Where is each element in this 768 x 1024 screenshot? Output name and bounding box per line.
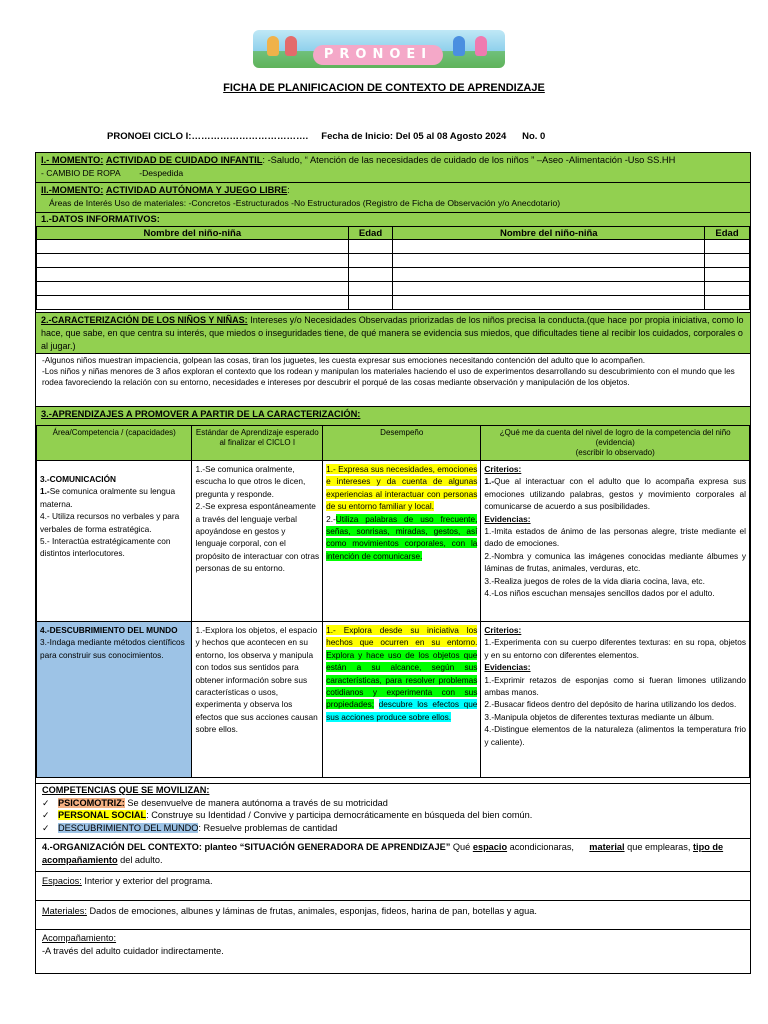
organization-space: espacio [472, 842, 508, 852]
evidence-item: 2.-Busacar fideos dentro del depósito de harina utilizando los dedos. [484, 699, 737, 710]
competency-text: : Resuelve problemas de cantidad [198, 822, 338, 833]
area-communication [37, 461, 192, 622]
checkmark-icon: ✓ [42, 797, 50, 808]
organization-text: acondicionaras, [507, 842, 590, 852]
table-row[interactable] [37, 240, 750, 254]
table-row [37, 461, 750, 622]
learning-table [36, 425, 750, 778]
context-organization [36, 838, 750, 871]
competency-text: Se desenvuelve de manera autónoma a través de su motricidad [124, 797, 388, 808]
evidence-item: 4.-Los niños escuchan mensajes sencillos dados por el adulto. [484, 588, 715, 599]
competencies-section [36, 783, 750, 834]
performance-item-num: 2.- [326, 513, 336, 524]
moment-2-section [36, 182, 750, 212]
header-evidence-sub: (escribir lo observado) [575, 448, 655, 457]
table-row [37, 622, 750, 778]
performance-discovery [323, 622, 481, 778]
moment-2-detail: Áreas de Interés Uso de materiales: -Concretos -Estructurados -No Estructurados (Registro de Ficha de Observación y/o Anecdotario) [49, 198, 561, 208]
header-performance: Desempeño [323, 426, 481, 461]
area-title: 4.-DESCUBRIMIENTO DEL MUNDO [40, 625, 178, 635]
area-title: 3.-COMUNICACIÓN [40, 474, 117, 484]
evidence-label: Evidencias: [484, 513, 531, 524]
characterization-observations [36, 353, 750, 405]
pronoei-logo-banner [253, 30, 505, 68]
area-item: 3.-Indaga mediante métodos científicos para construir sus conocimientos. [40, 637, 185, 660]
evidence-item: 2.-Nombra y comunica las imágenes conocidas mediante álbumes y láminas de frutas, animales, verduras, etc. [484, 550, 746, 574]
evidence-item: 3.-Realiza juegos de roles de la vida diaria cocina, lava, etc. [484, 575, 705, 586]
spaces-section [36, 871, 750, 900]
child-figure-icon [267, 36, 279, 56]
checkmark-icon: ✓ [42, 810, 50, 820]
children-names-table [36, 226, 750, 310]
informative-data-label: 1.-DATOS INFORMATIVOS: [36, 212, 750, 226]
area-item: Se comunica oralmente su lengua materna. [40, 486, 176, 509]
materials-section [36, 900, 750, 929]
evidence-communication [481, 461, 750, 622]
observation-1: -Algunos niños muestran impaciencia, golpean las cosas, tiran los juguetes, les cuesta expresar sus emociones necesitando contención del adulto que lo acompañen. [42, 356, 646, 365]
spaces-text: Interior y exterior del programa. [81, 876, 213, 886]
col-age-2: Edad [705, 227, 750, 240]
header-evidence-title: ¿Qué me da cuenta del nivel de logro de la competencia del niño (evidencia) [499, 428, 731, 447]
competency-tag-discovery: DESCUBRIMIENTO DEL MUNDO [58, 822, 199, 833]
learning-section-label [36, 406, 750, 425]
characterization-label: 2.-CARACTERIZACIÓN DE LOS NIÑOS Y NIÑAS: [41, 315, 248, 325]
child-figure-icon [453, 36, 465, 56]
moment-2-activity: ACTIVIDAD AUTÓNOMA Y JUEGO LIBRE [105, 185, 288, 195]
organization-text: Qué [450, 842, 473, 852]
organization-label: 4.-ORGANIZACIÓN DEL CONTEXTO: planteo “SITUACIÓN GENERADORA DE APRENDIZAJE” [42, 842, 451, 852]
document-title: FICHA DE PLANIFICACION DE CONTEXTO DE APRENDIZAJE [223, 82, 545, 94]
moment-1-detail: : -Saludo, “ Atención de las necesidades de cuidado de los niños ” –Aseo -Alimentación -Uso SS.HH [262, 155, 676, 165]
sheet-number: No. 0 [522, 131, 546, 142]
col-name-2: Nombre del niño-niña [393, 227, 705, 240]
moment-1-label: I.- MOMENTO: [41, 155, 104, 165]
performance-item: 1.- Expresa sus necesidades, emociones e intereses y da cuenta de algunas experiencias al interactuar con personas de su entorno familiar y local. [326, 464, 478, 512]
table-row[interactable] [37, 268, 750, 282]
evidence-item: 3.-Manipula objetos de diferentes texturas mediante un álbum. [484, 711, 715, 722]
criteria-label: Criterios: [484, 625, 522, 635]
col-age-1: Edad [348, 227, 393, 240]
criteria-item: Que al interactuar con el adulto que lo acompaña expresa sus emociones utilizando palabras, gestos y movimiento corporales al comunicarse de acuerdo a sus posibilidades. [484, 476, 746, 512]
pronoei-field: PRONOEI CICLO I:………………………………. [107, 131, 309, 142]
area-discovery [37, 622, 192, 778]
performance-communication [323, 461, 481, 622]
col-name-1: Nombre del niño-niña [37, 227, 349, 240]
organization-text: del adulto. [117, 854, 163, 865]
moment-1-activity: ACTIVIDAD DE CUIDADO INFANTIL [105, 155, 263, 165]
competencies-label: COMPETENCIAS QUE SE MOVILIZAN: [42, 785, 210, 795]
table-row[interactable] [37, 282, 750, 296]
area-item: 5.- Interactúa estratégicamente con distintos interlocutores. [40, 536, 171, 559]
evidence-discovery [481, 622, 750, 778]
materials-text: Dados de emociones, albunes y láminas de frutas, animales, esponjas, fideos, harina de pan, botellas y agua. [86, 906, 537, 916]
header-evidence [481, 426, 750, 461]
evidence-item: 1.-Imita estados de ánimo de las personas alegre, triste mediante el dado de emociones. [484, 526, 746, 549]
header-info-line [107, 131, 545, 142]
evidence-item: 1.-Exprimir retazos de esponjas como si fueran limones utilizando ambas manos. [484, 674, 746, 698]
competency-tag-social: PERSONAL SOCIAL [58, 810, 147, 820]
performance-item: descubre los efectos que sus acciones produce sobre ellos. [326, 699, 478, 722]
area-item-num: 1.- [40, 486, 50, 497]
child-figure-icon [285, 36, 297, 56]
moment-1-line2-end: espedida [148, 168, 184, 178]
learning-label: 3.-APRENDIZAJES A PROMOVER A PARTIR DE LA CARACTERIZACIÓN: [41, 409, 361, 419]
standard-communication: 1.-Se comunica oralmente, escucha lo que otros le dicen, pregunta y responde. 2.-Se expresa espontáneamente a través del lenguaje verbal apoyándose en gestos y lenguaje corporal, con el propósito de interactuar con otras personas de su entorno. [192, 461, 323, 622]
moment-1-line2: - CAMBIO DE ROPA -D [41, 168, 149, 178]
competency-text: : Construye su Identidad / Convive y participa democráticamente en búsqueda del bien común. [146, 810, 533, 820]
materials-label: Materiales: [42, 906, 87, 916]
header-area: Área/Competencia / (capacidades) [37, 426, 192, 461]
competency-tag-psychomotor: PSICOMOTRIZ: [58, 797, 125, 808]
performance-item: Utiliza palabras de uso frecuente, señas, sonrisas, miradas, gestos, así como movimientos corporales, con la intención de comunicarse. [326, 513, 478, 561]
standard-discovery: 1.-Explora los objetos, el espacio y hechos que acontecen en su entorno, los observa y manipula con todos sus sentidos para obtener información sobre sus características o usos, experimenta y observa los efectos que sus acciones causan sobre ellos. [192, 622, 323, 778]
criteria-num: 1.- [484, 476, 495, 487]
table-row[interactable] [37, 296, 750, 310]
child-figure-icon [475, 36, 487, 56]
organization-material: material [589, 842, 625, 852]
evidence-label: Evidencias: [484, 662, 531, 673]
moment-1-section [36, 153, 750, 182]
organization-text: que emplearas, [624, 842, 693, 852]
accompaniment-label: Acompañamiento: [42, 933, 117, 943]
criteria-label: Criterios: [484, 464, 522, 474]
table-row[interactable] [37, 254, 750, 268]
logo-word: PRONOEI [313, 45, 443, 65]
characterization-text: Intereses y/o Necesidades Observadas priorizadas de los niños precisa la conducta.(que hace por propia iniciativa, como lo hace, que sabe, en que centra su interés, que miedos o inseguridades tiene, de qué manera se evidencia sus miedos, que dificultades tiene al recibir los cuidados, corporales o al jugar.) [41, 315, 744, 351]
organization-accompaniment-type: tipo de acompañamiento [42, 842, 724, 865]
start-date: Fecha de Inicio: Del 05 al 08 Agosto 2024 [321, 131, 507, 142]
moment-2-label: II.-MOMENTO: [41, 185, 104, 195]
header-standard: Estándar de Aprendizaje esperado al finalizar el CICLO I [192, 426, 323, 461]
performance-item: Explora y hace uso de los objetos que están a su alcance, según sus características, para resolver problemas cotidianos y experimenta con sus propiedades; [326, 649, 478, 710]
characterization-section [36, 312, 750, 353]
accompaniment-text: -A través del adulto cuidador indirectamente. [42, 945, 224, 956]
spaces-label: Espacios: [42, 876, 82, 886]
accompaniment-section [36, 929, 750, 973]
criteria-item: 1.-Experimenta con su cuerpo diferentes texturas: en su ropa, objetos y en su entorno con diferentes elementos. [484, 637, 746, 660]
checkmark-icon: ✓ [42, 822, 50, 833]
performance-item: 1.- Explora desde su iniciativa los hechos que ocurren en su entorno. [326, 625, 478, 648]
observation-2: -Los niños y niñas menores de 3 años exploran el contexto que los rodean y manipulan los materiales haciendo el uso de experimentos desarrollando su descubrimiento con el mundo que les rodea favoreciendo la relación con su entorno, necesidades e intereses por descubrir el porqué de las cosas mediante observación y manipulación de los objetos. [42, 367, 735, 388]
moment-2-colon: : [287, 185, 290, 195]
area-item: 4.- Utiliza recursos no verbales y para verbales de forma estratégica. [40, 511, 180, 534]
evidence-item: 4.-Distingue elementos de la naturaleza (alimentos la temperatura frio y caliente). [484, 724, 746, 747]
planning-form [35, 152, 751, 974]
